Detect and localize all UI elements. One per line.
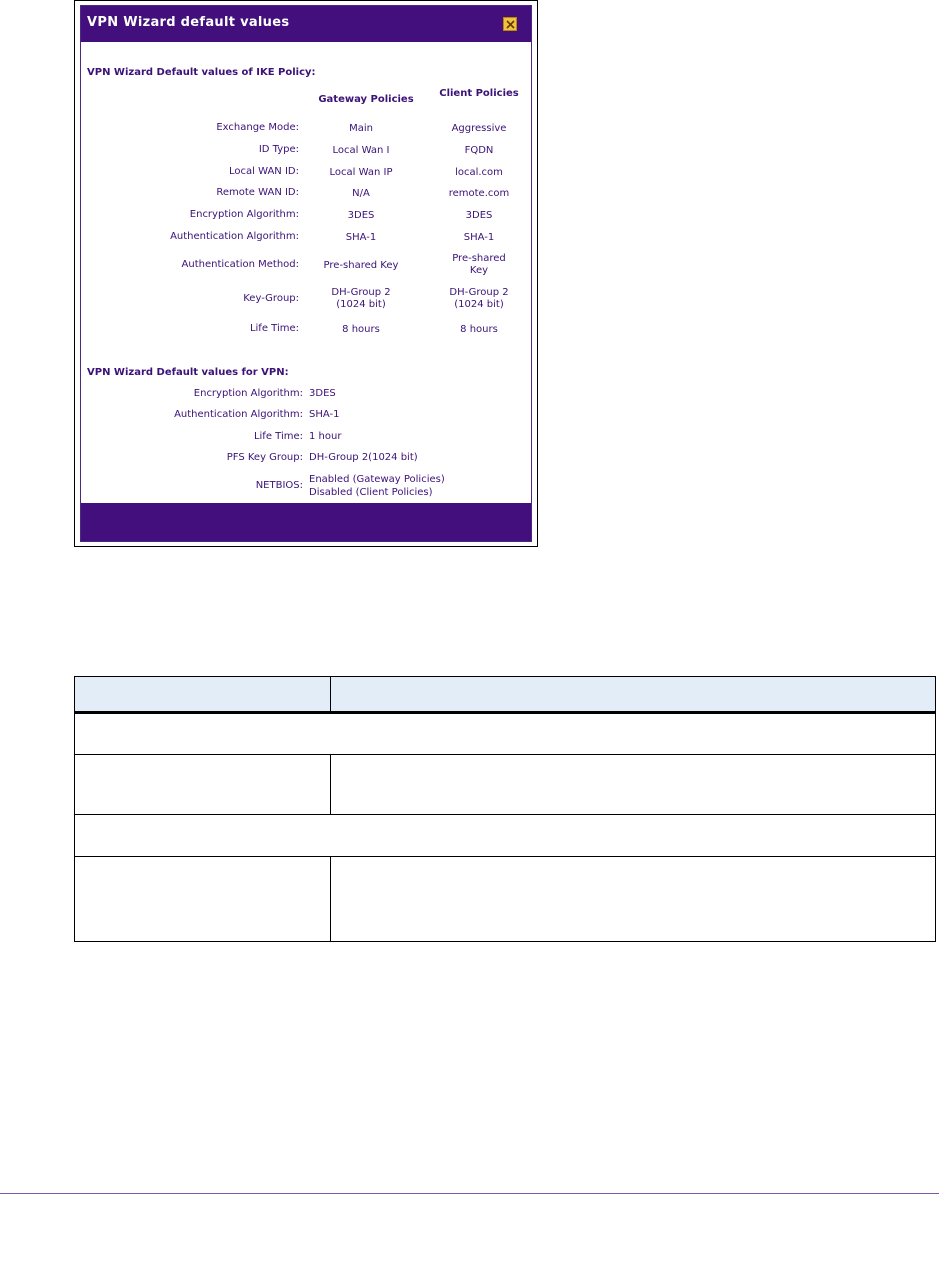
description-table <box>74 676 936 942</box>
close-button[interactable] <box>503 17 517 31</box>
vpn-row-label: NETBIOS: <box>255 480 303 491</box>
ike-client-value: Aggressive <box>451 123 507 134</box>
ike-gateway-value: Main <box>349 123 373 134</box>
table-section-cell <box>75 713 936 755</box>
ike-client-value: FQDN <box>464 145 494 156</box>
ike-row-label: Life Time: <box>249 323 299 334</box>
ike-gateway-value: Local Wan IP <box>329 167 393 178</box>
vpn-row-label: Authentication Algorithm: <box>174 409 303 420</box>
ike-client-value: 8 hours <box>460 324 498 335</box>
table-cell <box>75 755 331 815</box>
dialog-title: VPN Wizard default values <box>87 15 290 30</box>
table-section-row <box>75 713 936 755</box>
vpn-section-title: VPN Wizard Default values for VPN: <box>87 367 289 378</box>
close-icon <box>506 20 515 29</box>
dialog-footerbar <box>81 503 531 541</box>
table-row <box>75 755 936 815</box>
ike-row-label: Authentication Method: <box>181 259 299 270</box>
vpn-row-value-2: Disabled (Client Policies) <box>309 487 433 498</box>
vpn-row-label: Encryption Algorithm: <box>193 388 303 399</box>
ike-client-value: remote.com <box>448 188 510 199</box>
ike-client-value: 3DES <box>465 210 493 221</box>
ike-client-value: Pre-shared Key <box>452 253 506 276</box>
ike-row-label: ID Type: <box>258 144 299 155</box>
vpn-row-label: Life Time: <box>253 431 303 442</box>
ike-gateway-value: Local Wan I <box>332 145 390 156</box>
col-head-client: Client Policies <box>439 88 519 99</box>
ike-client-value: SHA-1 <box>463 232 495 243</box>
table-header-row <box>75 677 936 713</box>
ike-client-value: DH-Group 2 (1024 bit) <box>449 287 509 310</box>
table-cell <box>331 857 936 942</box>
vpn-row-value: 3DES <box>309 388 336 399</box>
ike-row-label: Key-Group: <box>243 293 299 304</box>
table-cell <box>331 755 936 815</box>
footer-rule <box>0 1193 939 1194</box>
ike-gateway-value: 3DES <box>347 210 375 221</box>
ike-gateway-value: SHA-1 <box>345 232 377 243</box>
vpn-row-label: PFS Key Group: <box>226 452 303 463</box>
table-header-cell <box>331 677 936 713</box>
dialog-titlebar <box>81 6 531 42</box>
vpn-row-value: DH-Group 2(1024 bit) <box>309 452 418 463</box>
ike-row-label: Remote WAN ID: <box>216 187 299 198</box>
vpn-row-value: Enabled (Gateway Policies) <box>309 474 445 485</box>
ike-gateway-value: N/A <box>352 188 370 199</box>
ike-row-label: Encryption Algorithm: <box>189 209 299 220</box>
screenshot-frame <box>74 0 538 547</box>
table-section-cell <box>75 815 936 857</box>
vpn-row-value: 1 hour <box>309 431 342 442</box>
table-section-row <box>75 815 936 857</box>
table-header-cell <box>75 677 331 713</box>
vpn-wizard-defaults-dialog <box>80 5 532 542</box>
ike-gateway-value: DH-Group 2 (1024 bit) <box>331 287 391 310</box>
ike-row-label: Authentication Algorithm: <box>170 231 299 242</box>
ike-gateway-value: Pre-shared Key <box>323 260 399 271</box>
ike-row-label: Local WAN ID: <box>229 166 299 177</box>
vpn-row-value: SHA-1 <box>309 409 340 420</box>
ike-section-title: VPN Wizard Default values of IKE Policy: <box>87 67 316 78</box>
ike-client-value: local.com <box>455 167 503 178</box>
ike-gateway-value: 8 hours <box>342 324 380 335</box>
col-head-gateway: Gateway Policies <box>318 94 414 105</box>
table-row <box>75 857 936 942</box>
table-cell <box>75 857 331 942</box>
ike-row-label: Exchange Mode: <box>216 122 299 133</box>
